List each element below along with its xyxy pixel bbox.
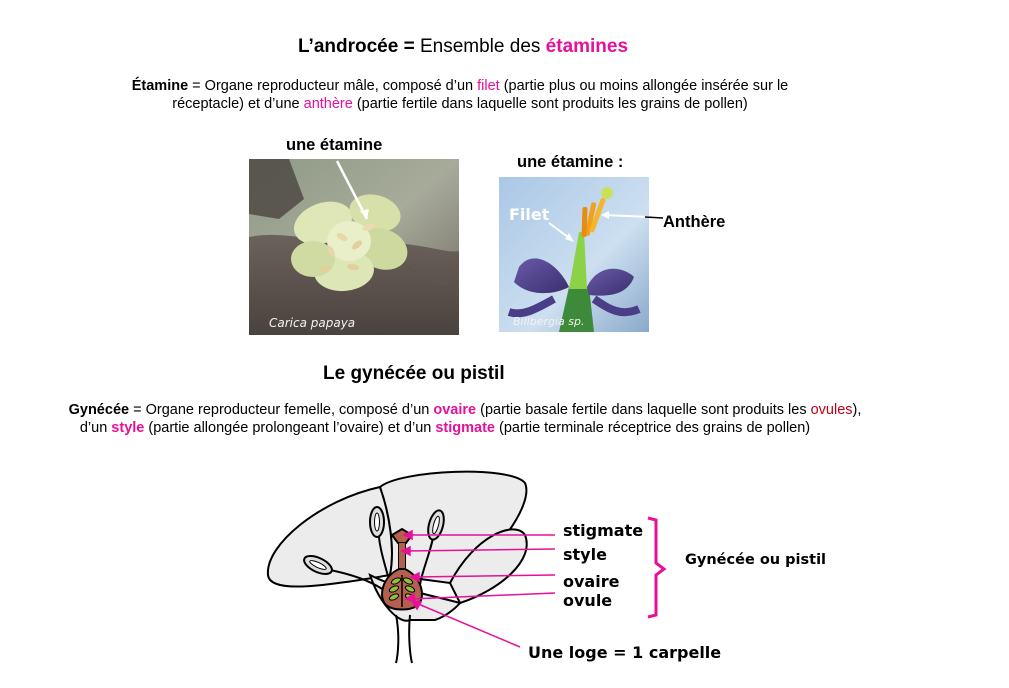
stem-left [396, 615, 398, 663]
gynecee-definition-line1 [20, 401, 910, 419]
anthere-pointer [645, 205, 665, 225]
stigmate-term: stigmate [435, 420, 495, 436]
etamine-definition-line2 [80, 95, 840, 113]
carica-papaya-illustration [249, 159, 459, 335]
androcee-title-prefix: L’androcée = [298, 36, 415, 57]
anthere-label: Anthère [663, 213, 726, 231]
etamine-def-text2: (partie plus ou moins allongée insérée sur le [499, 78, 789, 94]
etamine-definition-line1 [80, 77, 840, 95]
ovaire-term: ovaire [433, 402, 477, 418]
gynecee-def-text2: (partie basale fertile dans laquelle sont produits les [476, 402, 811, 418]
gynecee-term: Gynécée [68, 402, 130, 418]
stem-right [409, 615, 412, 663]
style-term: style [111, 420, 145, 436]
photo1-caption: Carica papaya [269, 316, 356, 330]
gynecee-def-text5: (partie allongée prolongeant l’ovaire) et d’un [144, 420, 436, 436]
label-gynecee-pistil: Gynécée ou pistil [685, 552, 827, 568]
gynecee-title: Le gynécée ou pistil [323, 363, 505, 384]
etamine-definition [80, 77, 840, 113]
photo-carica-papaya [249, 159, 459, 335]
gynecee-definition [20, 401, 910, 437]
style-fill [399, 543, 405, 570]
etamine-term: Étamine [131, 78, 189, 94]
label-stigmate: stigmate [563, 521, 644, 540]
etamine-def-text3: réceptacle) et d’une [172, 96, 304, 112]
gynecee-definition-line2 [20, 419, 910, 437]
billbergia-illustration [499, 177, 649, 332]
photo2-caption: Billbergia sp. [513, 315, 585, 328]
androcee-title [298, 36, 628, 58]
gynecee-def-text6: (partie terminale réceptrice des grains de pollen) [495, 420, 811, 436]
gynecee-def-text1: = Organe reproducteur femelle, composé d’un [129, 402, 434, 418]
filet-term: filet [477, 78, 500, 94]
photo1-label: une étamine [286, 136, 383, 154]
photo2-label: une étamine : [517, 153, 624, 171]
stamen-anther-1-slit [375, 513, 380, 531]
label-style: style [563, 545, 607, 564]
ovules-term: ovules [810, 402, 853, 418]
gynecee-def-text4: d’un [79, 420, 112, 436]
anthere-term: anthère [303, 96, 353, 112]
etamine-def-text4: (partie fertile dans laquelle sont produits les grains de pollen) [352, 96, 748, 112]
androcee-title-highlight: étamines [545, 36, 629, 57]
gynecee-bracket [648, 518, 664, 617]
androcee-title-middle: Ensemble des [414, 36, 546, 57]
gynecee-def-text3: ), [852, 402, 862, 418]
photo-billbergia [499, 177, 649, 332]
label-ovule: ovule [563, 591, 613, 610]
filet-label: Filet [509, 205, 550, 224]
etamine-def-text1: = Organe reproducteur mâle, composé d’un [188, 78, 478, 94]
label-une-loge: Une loge = 1 carpelle [528, 643, 722, 662]
label-ovaire: ovaire [563, 572, 620, 591]
